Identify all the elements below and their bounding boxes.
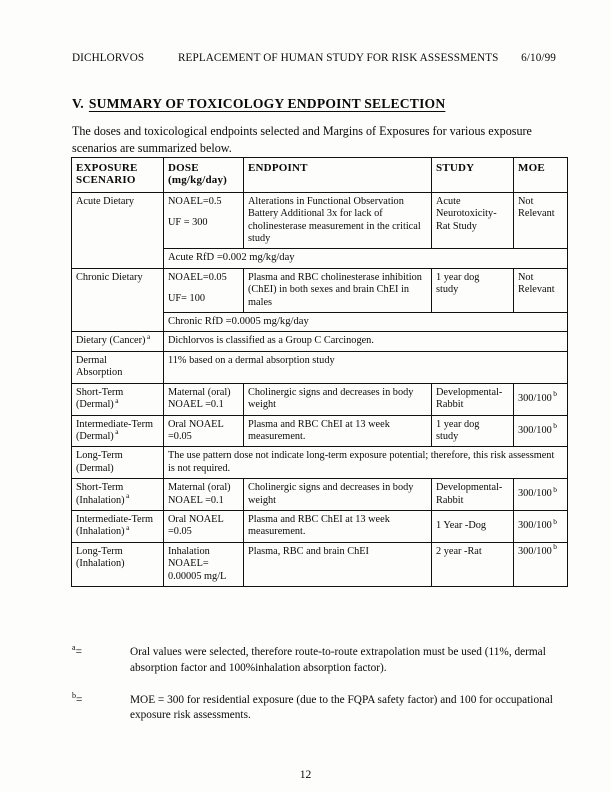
cell-dose-intermediate-term-dermal bbox=[164, 415, 244, 447]
section-heading bbox=[72, 96, 445, 112]
cell-moe-chronic-dietary bbox=[514, 268, 568, 312]
cell-study-chronic-dietary-line2: study bbox=[436, 284, 459, 296]
column-header-exposure-scenario-line1: EXPOSURE bbox=[76, 162, 138, 174]
cell-scenario-short-term-dermal bbox=[72, 383, 164, 415]
cell-dose-short-term-inhalation-line2: NOAEL =0.1 bbox=[168, 494, 224, 506]
running-head bbox=[72, 52, 567, 68]
cell-study-intermediate-term-dermal-line1: 1 year dog bbox=[436, 418, 480, 430]
column-header-study: STUDY bbox=[432, 158, 514, 193]
table-row-intermediate-term-dermal bbox=[72, 415, 568, 447]
footnote-ref-b: b bbox=[553, 542, 557, 552]
cell-study-acute-dietary-line1: Acute bbox=[436, 195, 461, 207]
cell-scenario-intermediate-term-dermal-line1: Intermediate-Term bbox=[76, 418, 154, 430]
cell-dose-short-term-dermal bbox=[164, 383, 244, 415]
cell-dose-intermediate-term-dermal-line1: Oral NOAEL bbox=[168, 418, 224, 430]
cell-study-acute-dietary-line3: Rat Study bbox=[436, 220, 477, 232]
cell-study-short-term-dermal-line1: Developmental- bbox=[436, 386, 503, 398]
cell-content-dietary-cancer: Dichlorvos is classified as a Group C Carcinogen. bbox=[164, 332, 568, 351]
cell-scenario-dermal-absorption-line1: Dermal bbox=[76, 354, 107, 366]
endpoint-summary-table bbox=[71, 157, 568, 587]
cell-scenario-long-term-dermal-line2: (Dermal) bbox=[76, 462, 114, 474]
cell-moe-long-term-inhalation-value: 300/100 bbox=[518, 545, 552, 557]
table-row-short-term-dermal bbox=[72, 383, 568, 415]
cell-endpoint-intermediate-term-dermal: Plasma and RBC ChEI at 13 week measurement. bbox=[244, 415, 432, 447]
footnote-a-superscript: a bbox=[72, 643, 76, 653]
column-header-moe: MOE bbox=[514, 158, 568, 193]
cell-moe-chronic-dietary-line1: Not bbox=[518, 271, 534, 283]
cell-study-intermediate-term-dermal-line2: study bbox=[436, 430, 459, 442]
cell-scenario-short-term-inhalation bbox=[72, 479, 164, 511]
cell-endpoint-acute-dietary: Alterations in Functional Observation Battery Additional 3x for lack of cholinesterase measurement in the critical study bbox=[244, 192, 432, 249]
cell-content-long-term-dermal: The use pattern dose not indicate long-term exposure potential; therefore, this risk assessment is not required. bbox=[164, 447, 568, 479]
cell-endpoint-chronic-dietary: Plasma and RBC cholinesterase inhibition (ChEI) in both sexes and brain ChEI in males bbox=[244, 268, 432, 312]
cell-scenario-long-term-dermal-line1: Long-Term bbox=[76, 450, 123, 462]
cell-scenario-long-term-inhalation-line1: Long-Term bbox=[76, 545, 123, 557]
cell-moe-long-term-inhalation bbox=[514, 542, 568, 586]
cell-dose-long-term-inhalation-line3: 0.00005 mg/L bbox=[168, 570, 227, 582]
cell-scenario-dermal-absorption-line2: Absorption bbox=[76, 367, 123, 379]
cell-study-chronic-dietary-line1: 1 year dog bbox=[436, 271, 480, 283]
footnote-ref-b: b bbox=[553, 484, 557, 494]
footnote-ref-b: b bbox=[553, 389, 557, 399]
cell-scenario-intermediate-term-inhalation-line1: Intermediate-Term bbox=[76, 513, 154, 525]
table-row-long-term-dermal bbox=[72, 447, 568, 479]
column-header-exposure-scenario bbox=[72, 158, 164, 193]
footnote-b-text: MOE = 300 for residential exposure (due to the FQPA safety factor) and 100 for occupational exposure risk assessments. bbox=[130, 693, 553, 722]
cell-moe-short-term-inhalation-value: 300/100 bbox=[518, 488, 552, 500]
footnote-ref-b: b bbox=[553, 516, 557, 526]
cell-endpoint-short-term-inhalation: Cholinergic signs and decreases in body weight bbox=[244, 479, 432, 511]
table-row-intermediate-term-inhalation bbox=[72, 510, 568, 542]
cell-scenario-dietary-cancer bbox=[72, 332, 164, 351]
cell-dose-intermediate-term-inhalation-line1: Oral NOAEL bbox=[168, 513, 224, 525]
cell-scenario-long-term-inhalation-line2: (Inhalation) bbox=[76, 558, 125, 570]
table-row-chronic-dietary bbox=[72, 268, 568, 312]
cell-study-chronic-dietary bbox=[432, 268, 514, 312]
table-row-long-term-inhalation bbox=[72, 542, 568, 586]
cell-scenario-intermediate-term-inhalation bbox=[72, 510, 164, 542]
footnote-b-marker bbox=[72, 690, 124, 709]
cell-dose-long-term-inhalation-line2: NOAEL= bbox=[168, 558, 209, 570]
table-row-short-term-inhalation bbox=[72, 479, 568, 511]
column-header-dose bbox=[164, 158, 244, 193]
cell-moe-chronic-dietary-line2: Relevant bbox=[518, 284, 555, 296]
running-head-date: 6/10/99 bbox=[521, 52, 556, 64]
cell-scenario-intermediate-term-dermal bbox=[72, 415, 164, 447]
cell-moe-acute-dietary-line2: Relevant bbox=[518, 208, 555, 220]
cell-scenario-short-term-dermal-line2: (Dermal) bbox=[76, 399, 114, 411]
column-header-dose-line1: DOSE bbox=[168, 162, 199, 174]
cell-dose-long-term-inhalation bbox=[164, 542, 244, 586]
cell-endpoint-short-term-dermal: Cholinergic signs and decreases in body weight bbox=[244, 383, 432, 415]
cell-study-short-term-inhalation-line1: Developmental- bbox=[436, 482, 503, 494]
cell-moe-acute-dietary-line1: Not bbox=[518, 195, 534, 207]
footnote-ref-a: a bbox=[126, 491, 130, 501]
cell-moe-intermediate-term-dermal bbox=[514, 415, 568, 447]
cell-dose-intermediate-term-dermal-line2: =0.05 bbox=[168, 430, 192, 442]
cell-study-acute-dietary bbox=[432, 192, 514, 249]
cell-study-short-term-dermal bbox=[432, 383, 514, 415]
cell-dose-short-term-inhalation bbox=[164, 479, 244, 511]
cell-moe-short-term-dermal-value: 300/100 bbox=[518, 392, 552, 404]
footnote-a-marker bbox=[72, 645, 124, 661]
cell-scenario-dietary-cancer-label: Dietary (Cancer) bbox=[76, 335, 146, 347]
footnotes bbox=[72, 645, 564, 740]
cell-study-short-term-inhalation bbox=[432, 479, 514, 511]
cell-dose-acute-dietary bbox=[164, 192, 244, 249]
running-head-left: DICHLORVOS bbox=[72, 52, 145, 64]
cell-moe-intermediate-term-inhalation bbox=[514, 510, 568, 542]
page-number: 12 bbox=[299, 768, 312, 781]
cell-dose-chronic-dietary-noael: NOAEL=0.05 bbox=[168, 271, 227, 283]
cell-dose-short-term-dermal-line1: Maternal (oral) bbox=[168, 386, 231, 398]
cell-scenario-long-term-dermal bbox=[72, 447, 164, 479]
cell-dose-chronic-dietary-uf: UF= 100 bbox=[168, 293, 205, 305]
cell-dose-short-term-dermal-line2: NOAEL =0.1 bbox=[168, 399, 224, 411]
cell-study-short-term-dermal-line2: Rabbit bbox=[436, 399, 464, 411]
spacer bbox=[168, 208, 239, 217]
cell-moe-intermediate-term-inhalation-value: 300/100 bbox=[518, 520, 552, 532]
cell-scenario-short-term-inhalation-line1: Short-Term bbox=[76, 482, 124, 494]
footnote-a bbox=[72, 645, 564, 677]
cell-chronic-rfd: Chronic RfD =0.0005 mg/kg/day bbox=[164, 313, 568, 332]
cell-moe-intermediate-term-dermal-value: 300/100 bbox=[518, 424, 552, 436]
footnote-a-equals: = bbox=[75, 646, 82, 658]
cell-scenario-long-term-inhalation bbox=[72, 542, 164, 586]
footnote-ref-a: a bbox=[115, 427, 119, 437]
cell-study-acute-dietary-line2: Neurotoxicity- bbox=[436, 208, 497, 220]
spacer bbox=[168, 284, 239, 293]
cell-moe-short-term-inhalation bbox=[514, 479, 568, 511]
footnote-a-text: Oral values were selected, therefore route-to-route extrapolation must be used (11%, dermal absorption factor and 100%inhalation absorption factor). bbox=[130, 646, 546, 674]
cell-dose-chronic-dietary bbox=[164, 268, 244, 312]
cell-endpoint-long-term-inhalation: Plasma, RBC and brain ChEI bbox=[244, 542, 432, 586]
cell-scenario-acute-dietary: Acute Dietary bbox=[72, 192, 164, 268]
cell-study-short-term-inhalation-line2: Rabbit bbox=[436, 494, 464, 506]
running-head-center: REPLACEMENT OF HUMAN STUDY FOR RISK ASSESSMENTS bbox=[178, 52, 499, 64]
cell-scenario-intermediate-term-dermal-line2: (Dermal) bbox=[76, 430, 114, 442]
cell-scenario-short-term-dermal-line1: Short-Term bbox=[76, 386, 124, 398]
cell-content-dermal-absorption: 11% based on a dermal absorption study bbox=[164, 351, 568, 383]
cell-dose-long-term-inhalation-line1: Inhalation bbox=[168, 545, 210, 557]
column-header-endpoint: ENDPOINT bbox=[244, 158, 432, 193]
cell-study-intermediate-term-inhalation: 1 Year -Dog bbox=[432, 510, 514, 542]
footnote-ref-b: b bbox=[553, 421, 557, 431]
table-row-dermal-absorption bbox=[72, 351, 568, 383]
section-title: SUMMARY OF TOXICOLOGY ENDPOINT SELECTION bbox=[88, 96, 446, 111]
cell-dose-intermediate-term-inhalation-line2: =0.05 bbox=[168, 526, 192, 538]
section-number: V. bbox=[72, 96, 84, 111]
cell-dose-short-term-inhalation-line1: Maternal (oral) bbox=[168, 482, 231, 494]
cell-scenario-chronic-dietary: Chronic Dietary bbox=[72, 268, 164, 332]
footnote-b-superscript: b bbox=[72, 690, 76, 700]
cell-study-long-term-inhalation: 2 year -Rat bbox=[432, 542, 514, 586]
cell-dose-acute-dietary-noael: NOAEL=0.5 bbox=[168, 195, 222, 207]
table-row-dietary-cancer bbox=[72, 332, 568, 351]
cell-moe-acute-dietary bbox=[514, 192, 568, 249]
footnote-b bbox=[72, 690, 564, 725]
footnote-ref-a: a bbox=[126, 522, 130, 532]
table-header-row bbox=[72, 158, 568, 193]
cell-study-intermediate-term-dermal bbox=[432, 415, 514, 447]
footnote-ref-a: a bbox=[146, 332, 151, 342]
cell-endpoint-intermediate-term-inhalation: Plasma and RBC ChEI at 13 week measurement. bbox=[244, 510, 432, 542]
cell-moe-short-term-dermal bbox=[514, 383, 568, 415]
footnote-b-equals: = bbox=[76, 693, 83, 706]
cell-acute-rfd: Acute RfD =0.002 mg/kg/day bbox=[164, 249, 568, 268]
intro-paragraph: The doses and toxicological endpoints selected and Margins of Exposures for various exposure scenarios are summarized below. bbox=[72, 124, 532, 155]
column-header-exposure-scenario-line2: SCENARIO bbox=[76, 174, 136, 187]
cell-scenario-intermediate-term-inhalation-line2: (Inhalation) bbox=[76, 526, 125, 538]
cell-dose-acute-dietary-uf: UF = 300 bbox=[168, 217, 208, 229]
table-row-acute-dietary bbox=[72, 192, 568, 249]
footnote-ref-a: a bbox=[115, 395, 119, 405]
cell-scenario-short-term-inhalation-line2: (Inhalation) bbox=[76, 494, 125, 506]
cell-dose-intermediate-term-inhalation bbox=[164, 510, 244, 542]
cell-scenario-dermal-absorption bbox=[72, 351, 164, 383]
column-header-dose-line2: (mg/kg/day) bbox=[168, 174, 228, 187]
